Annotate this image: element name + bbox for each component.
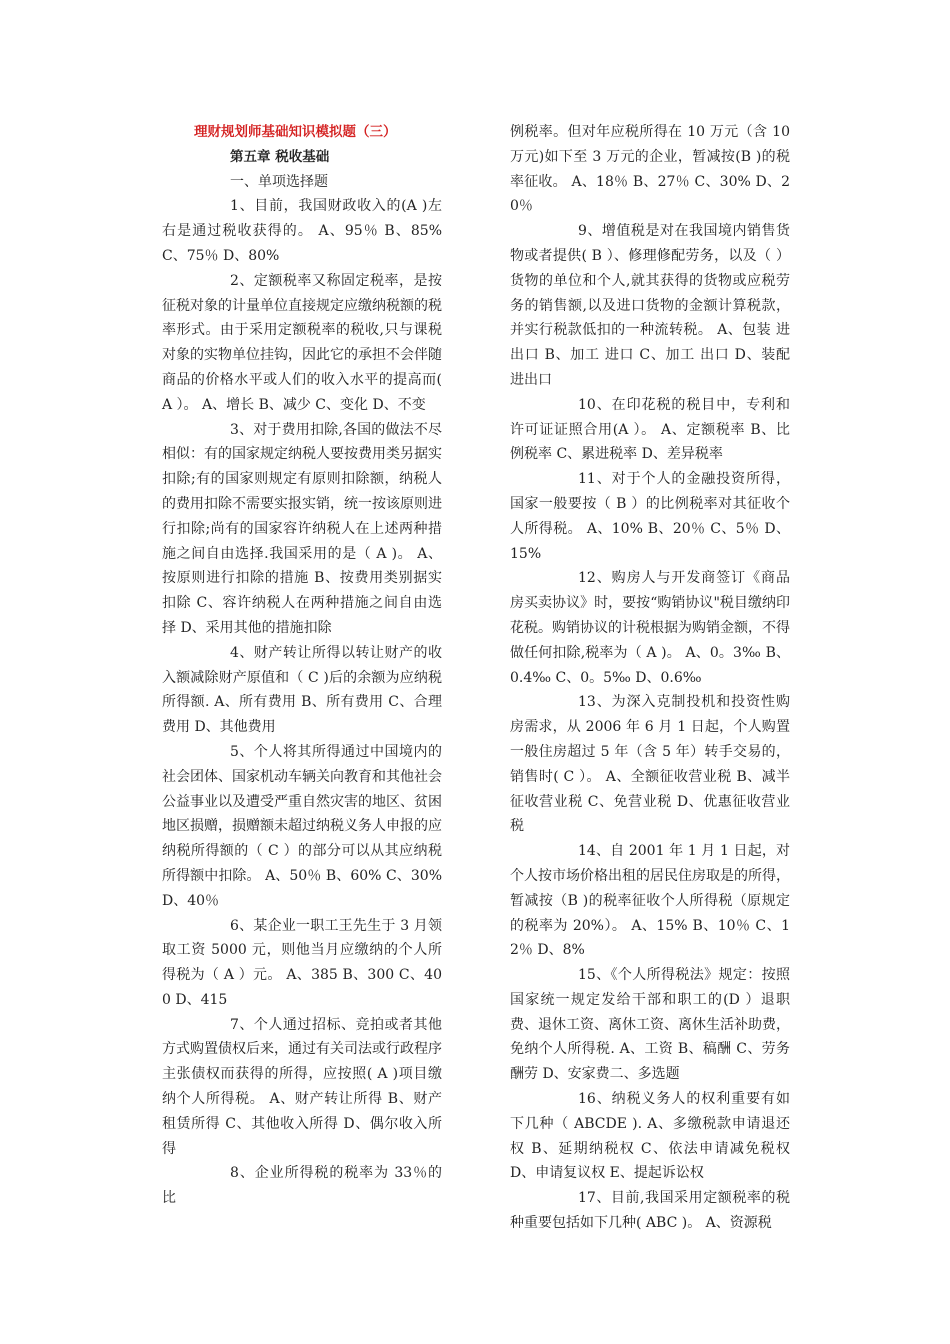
chapter-heading: 第五章 税收基础 — [230, 148, 330, 165]
question-8-start: 8、企业所得税的税率为 33％的比 — [162, 1165, 442, 1207]
question-9: 9、增值税是对在我国境内销售货物或者提供( B ）、修理修配劳务，以及（ ）货物的单位和个人,就其获得的货物或应税劳务的销售额,以及进口货物的金额计算税款，并实行税款低扣的一种流转税。 A、包装 进出口 B、加工 进口 C、加工 出口 D、装配 进出口 — [510, 223, 790, 388]
question-16: 16、纳税义务人的权利重要有如下几种（ ABCDE ). A、多缴税款申请退还权 B、延期纳税权 C、依法申请减免税权 D、申请复议权 E、提起诉讼权 — [510, 1091, 790, 1182]
question-4: 4、财产转让所得以转让财产的收入额减除财产原值和（ C )后的余额为应纳税所得额. A、所有费用 B、所有费用 C、合理费用 D、其他费用 — [162, 644, 442, 736]
section-heading: 一、单项选择题 — [230, 173, 328, 190]
question-17: 17、目前,我国采用定额税率的税种重要包括如下几种( ABC )。 A、资源税 — [510, 1190, 790, 1232]
document-title: 理财规划师基础知识模拟题（三） — [194, 124, 397, 140]
question-7: 7、个人通过招标、竞拍或者其他方式购置债权后来，通过有关司法或行政程序主张债权而获得的所得，应按照( A )项目缴纳个人所得税。 A、财产转让所得 B、财产租赁所得 C、其他收入所得 D、偶尔收入所得 — [162, 1016, 442, 1157]
question-14: 14、自 2001 年 1 月 1 日起，对个人按市场价格出租的居民住房取是的所得，暂减按（B )的税率征收个人所得税（原规定的税率为 20%）。 A、15% B、10％ C、12％ D、8% — [510, 843, 790, 959]
question-2: 2、定额税率又称固定税率，是按征税对象的计量单位直接规定应缴纳税额的税率形式。由于采用定额税率的税收,只与课税对象的实物单位挂钩，因此它的承担不会伴随商品的价格水平或人们的收入水平的提高而( A ）。 A、增长 B、减少 C、变化 D、不变 — [162, 272, 442, 413]
question-3: 3、对于费用扣除,各国的做法不尽相似：有的国家规定纳税人要按费用类另据实扣除;有的国家则规定有原则扣除额，纳税人的费用扣除不需要实报实销，统一按该原则进行扣除;尚有的国家容许纳税人在上述两种措施之间自由选择.我国采用的是（ A )。 A、按原则进行扣除的措施 B、按费用类别据实扣除 C、容许纳税人在两种措施之间自由选择 D、采用其他的措施扣除 — [162, 421, 442, 636]
question-15: 15、《个人所得税法》规定：按照国家统一规定发给干部和职工的(D ）退职费、退休工资、离休工资、离休生活补助费，免纳个人所得税. A、工资 B、稿酬 C、劳务酬劳 D、安家费二、多选题 — [510, 967, 790, 1083]
question-11: 11、对于个人的金融投资所得，国家一般要按（ B ）的比例税率对其征收个人所得税。 A、10% B、20％ C、5％ D、15% — [510, 471, 790, 562]
question-5: 5、个人将其所得通过中国境内的社会团体、国家机动车辆关向教育和其他社会公益事业以及遭受严重自然灾害的地区、贫困地区损赠，损赠额未超过纳税义务人申报的应纳税所得额的（ C ）的部分可以从其应纳税所得额中扣除。 A、50％ B、60% C、30% D、40％ — [162, 743, 442, 909]
question-1: 1、目前，我国财政收入的(A )左右是通过税收获得的。 A、95％ B、85% C、75％ D、80% — [162, 198, 442, 264]
question-10: 10、在印花税的税目中，专利和许可证证照合用(A ）。 A、定额税率 B、比例税率 C、累进税率 D、差异税率 — [510, 396, 790, 463]
right-column — [510, 120, 790, 1236]
question-13: 13、为深入克制投机和投资性购房需求，从 2006 年 6 月 1 日起，个人购置一般住房超过 5 年（含 5 年）转手交易的，销售时( C ）。 A、全额征收营业税 B、减半征收营业税 C、免营业税 D、优惠征收营业税 — [510, 694, 790, 835]
question-8-continued: 例税率。但对年应税所得在 10 万元（含 10 万元)如下至 3 万元的企业，暂减按(B )的税率征收。 A、18％ B、27％ C、30% D、20％ — [510, 124, 790, 215]
question-6: 6、某企业一职工王先生于 3 月领取工资 5000 元，则他当月应缴纳的个人所得税为（ A ）元。 A、385 B、300 C、400 D、415 — [162, 917, 442, 1008]
question-12: 12、购房人与开发商签订《商品房买卖协议》时，要按“购销协议"税目缴纳印花税。购销协议的计税根据为购销金额，不得做任何扣除,税率为（ A )。 A、0。3‰ B、0.4‰ C、0。5‰ D、0.6‰ — [510, 570, 790, 686]
left-column — [162, 120, 442, 1211]
